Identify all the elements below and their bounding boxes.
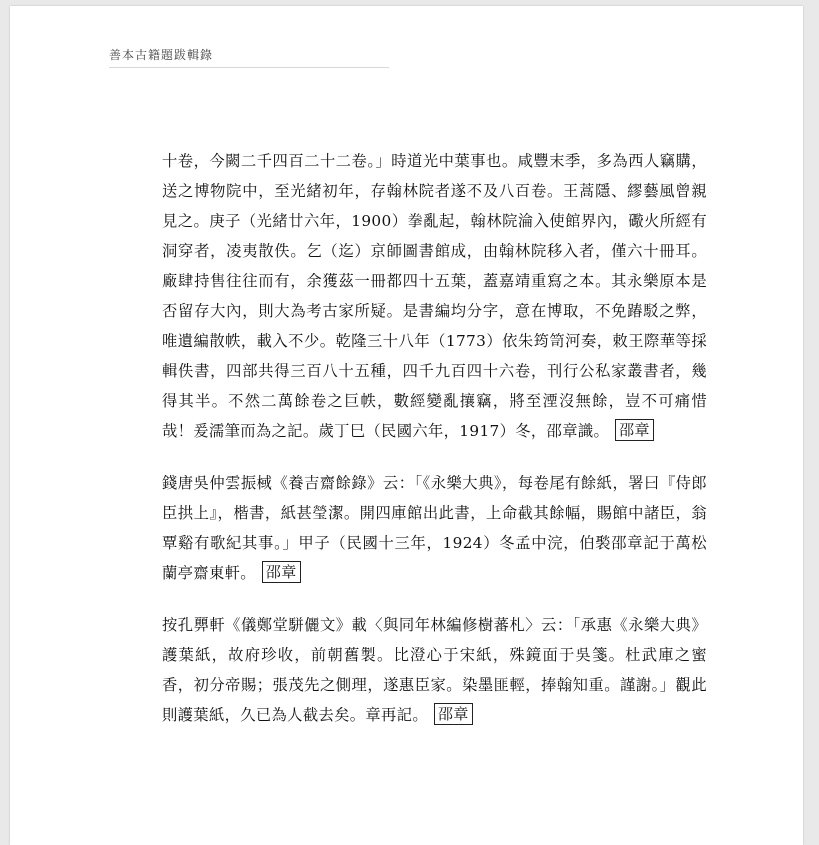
seal-stamp: 邵章 [434, 703, 473, 725]
body-text [162, 146, 707, 730]
paragraph-text: 十卷，今闕二千四百二十二卷。」時道光中葉事也。咸豐末季，多為西人竊購，送之博物院中，至光緒初年，存翰林院者遂不及八百卷。王蒿隱、繆藝風曾親見之。庚子（光緒廿六年，1900）拳亂起，翰林院淪入使館界內，礮火所經有洞穿者，凌夷散佚。乞（迄）京師圖書館成，由翰林院移入者，僅六十冊耳。廠肆持售往往而有，余獲茲一冊都四十五葉，蓋嘉靖重寫之本。其永樂原本是否留存大內，則大為考古家所疑。是書編均分字，意在博取，不免踳駁之弊，唯遺編散帙，載入不少。乾隆三十八年（1773）依朱筠笥河奏，敕王際華等採輯佚書，四部共得三百八十五種，四千九百四十六卷，刊行公私家叢書者，幾得其半。不然二萬餘卷之巨帙，數經變亂攘竊，將至湮沒無餘，豈不可痛惜哉！爰濡筆而為之記。歲丁巳（民國六年，1917）冬，邵章識。 [162, 152, 707, 440]
colophon-paragraph-1 [162, 146, 707, 446]
header-divider [109, 67, 389, 68]
seal-stamp: 邵章 [615, 419, 654, 441]
document-page [10, 6, 803, 845]
paragraph-text: 錢唐吳仲雲振棫《養吉齋餘錄》云：「《永樂大典》，每卷尾有餘紙，署曰『侍郎臣拱上』，楷書，紙甚瑩潔。開四庫館出此書，上命截其餘幅，賜館中諸臣，翁覃谿有歌紀其事。」甲子（民國十三年，1924）冬孟中浣，伯褧邵章記于萬松蘭亭齋東軒。 [162, 474, 707, 582]
running-header: 善本古籍題跋輯錄 [109, 48, 214, 62]
seal-stamp: 邵章 [262, 561, 301, 583]
colophon-paragraph-3 [162, 610, 707, 730]
colophon-paragraph-2 [162, 468, 707, 588]
paragraph-text: 按孔顨軒《儀鄭堂駢儷文》載〈與同年林編修樹蕃札〉云：「承惠《永樂大典》護葉紙，故府珍收，前朝舊製。比澄心于宋紙，殊鏡面于吳箋。杜武庫之蜜香，初分帝賜；張茂先之側理，遂惠臣家。染墨匪輕，捧翰知重。謹謝。」觀此則護葉紙，久已為人截去矣。章再記。 [162, 616, 707, 724]
